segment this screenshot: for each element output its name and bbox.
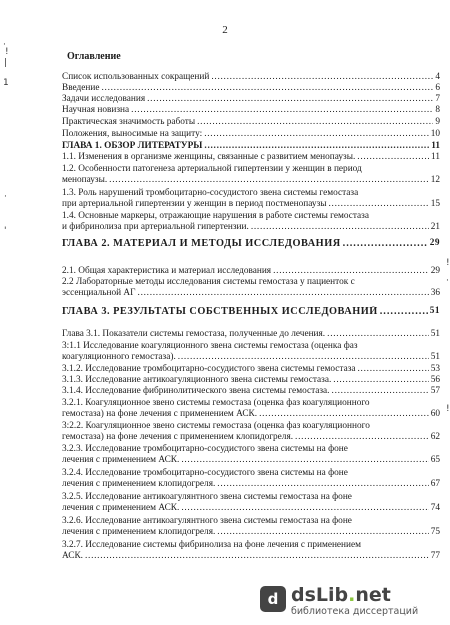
toc-entry-line: 1.4. Основные маркеры, отражающие нарушения в работе системы гемостаза	[62, 211, 369, 221]
margin-mark: ·	[4, 192, 7, 202]
toc-entry-line: ГЛАВА 1. ОБЗОР ЛИТЕРАТУРЫ 11 . . .	[62, 141, 440, 152]
margin-mark: 1	[3, 78, 9, 88]
toc-entry-page: 75	[430, 527, 440, 537]
toc-entry-line: 2.1. Общая характеристика и материал исследования 29 . . .	[62, 266, 440, 277]
toc-entry	[62, 364, 440, 375]
toc-entry-line: при артериальной гипертензии у женщин в период постменопаузы 15 . . .	[62, 199, 440, 210]
toc-entry-line: Глава 3.1. Показатели системы гемостаза, полученные до лечения. 51 . . .	[62, 329, 440, 340]
toc-entry-line: 3.2.7. Исследование системы фибринолиза на фоне лечения с применением	[62, 540, 362, 550]
toc-entry	[62, 341, 440, 363]
dslib-logo-text: dsLib.net	[291, 584, 391, 606]
toc-entry	[62, 105, 440, 116]
margin-mark: '	[4, 226, 7, 236]
page-number: 2	[222, 24, 228, 36]
toc-entry	[62, 468, 440, 490]
toc-entry	[62, 211, 440, 233]
toc-entry-line: Задачи исследования 7 . . .	[62, 94, 440, 105]
toc-entry-page: 11	[431, 152, 440, 162]
toc-entry-page: 53	[430, 364, 440, 374]
toc-entry-page: 6	[435, 83, 440, 93]
toc-entry-line: 3.2.4. Исследование тромбоцитарно-сосудистого звена системы на фоне	[62, 468, 348, 478]
toc-entry-page: 60	[430, 409, 440, 419]
toc-entry-line: лечения с применением клопидогреля. 67 . . .	[62, 479, 440, 490]
margin-mark: ·	[3, 40, 6, 50]
toc-entry-page: 56	[430, 375, 440, 385]
dslib-subtitle: библиотека диссертаций	[291, 606, 419, 617]
toc-entry-line: и фибринолиза при артериальной гипертензии. 21 . . .	[62, 222, 440, 233]
toc-entry	[62, 329, 440, 340]
toc-entry-page: 7	[435, 94, 440, 104]
toc-entry-page: 57	[430, 386, 440, 396]
toc-entry-page: 67	[430, 479, 440, 489]
toc-entry-line: гемостаза) на фоне лечения с применением АСК. 60 . . .	[62, 409, 440, 420]
toc-entry-page: 29	[430, 266, 440, 276]
toc-entry-page: 21	[430, 222, 440, 232]
toc-entry	[62, 516, 440, 538]
toc-entry	[62, 188, 440, 210]
toc-entry	[62, 83, 440, 94]
margin-mark: |	[4, 58, 8, 68]
dslib-watermark	[260, 584, 438, 618]
toc-entry-line: 3.2.1. Коагуляционное звено системы гемостаза (оценка фаз коагуляционного	[62, 398, 370, 408]
toc-entry-line: лечения с применением АСК. 65 . . .	[62, 455, 440, 466]
toc-entry-page: 62	[430, 432, 440, 442]
toc-entry	[62, 386, 440, 397]
margin-mark: !	[5, 47, 9, 57]
toc-entry-line: менопаузы. 12 . . .	[62, 175, 440, 186]
toc-entry	[62, 540, 440, 562]
toc-entry-line: 3.2.3. Исследование тромбоцитарно-сосудистого звена системы на фоне	[62, 444, 348, 454]
toc-entry-line: лечения с применением АСК. 74 . . .	[62, 503, 440, 514]
toc-entry-page: 15	[430, 199, 440, 209]
toc-entry-page: 36	[430, 288, 440, 298]
toc-entry	[62, 306, 440, 317]
toc-entry-page: 11	[431, 141, 440, 151]
toc-entry	[62, 266, 440, 277]
margin-mark: !	[446, 404, 450, 414]
toc-heading: Оглавление	[67, 51, 121, 62]
toc-entry-line: коагуляционного гемостаза). 51 . . .	[62, 352, 440, 363]
toc-entry-page: 51	[430, 329, 440, 339]
toc-entry-page: 51	[430, 352, 440, 362]
toc-entry	[62, 444, 440, 466]
toc-entry-line: гемостаза) на фоне лечения с применением клопидогреля. 62 . . .	[62, 432, 440, 443]
toc-entry-page: 74	[430, 503, 440, 513]
toc-entry-line: 3.2.6. Исследование антикоагулянтного звена системы гемостаза на фоне	[62, 516, 352, 526]
toc-entry	[62, 72, 440, 83]
toc-entry-line: АСК. 77 . . .	[62, 551, 440, 562]
toc-entry-line: 2.2 Лабораторные методы исследования системы гемостаза у пациенток с	[62, 277, 355, 287]
toc-entry-line: 3.1.4. Исследование фибринолитического звена системы гемостаза. 57 . . .	[62, 386, 440, 397]
toc-entry-line: 3.1.3. Исследование антикоагуляционного звена системы гемостаза. 56 . . .	[62, 375, 440, 386]
toc-entry-line: 3.2.5. Исследование антикоагулянтного звена системы гемостаза на фоне	[62, 492, 352, 502]
toc-entry	[62, 398, 440, 420]
toc-entry-line: ГЛАВА 2. МАТЕРИАЛ И МЕТОДЫ ИССЛЕДОВАНИЯ 29 . . .	[62, 238, 440, 249]
toc-entry-line: Научная новизна 8 . . .	[62, 105, 440, 116]
toc-entry-line: ГЛАВА 3. РЕЗУЛЬТАТЫ СОБСТВЕННЫХ ИССЛЕДОВАНИЙ 51 . . .	[62, 306, 440, 317]
toc-entry-line: 1.2. Особенности патогенеза артериальной гипертензии у женщин в период	[62, 164, 362, 174]
margin-mark: ·	[446, 276, 449, 286]
toc-entry-page: 4	[435, 72, 440, 82]
toc-entry-page: 77	[430, 551, 440, 561]
toc-entry-page: 51	[429, 306, 440, 316]
toc-entry-page: 12	[430, 175, 440, 185]
toc-entry-line: Список использованных сокращений 4 . . .	[62, 72, 440, 83]
toc-entry	[62, 164, 440, 186]
toc-entry-line: эссенциальной АГ 36 . . .	[62, 288, 440, 299]
toc-entry-page: 8	[435, 105, 440, 115]
toc-entry	[62, 152, 440, 163]
toc-entry-line: 1.1. Изменения в организме женщины, связанные с развитием менопаузы. 11 . . .	[62, 152, 440, 163]
toc-entry	[62, 375, 440, 386]
toc-entry-page: 65	[430, 455, 440, 465]
toc-entry-page: 9	[435, 117, 440, 127]
toc-entry-page: 29	[429, 238, 440, 248]
toc-entry-line: Положения, выносимые на защиту: 10 . . .	[62, 129, 440, 140]
dslib-logo-icon: d	[260, 586, 286, 612]
toc-entry-line: 3:1.1 Исследование коагуляционного звена системы гемостаза (оценка фаз	[62, 341, 358, 351]
toc-entry	[62, 492, 440, 514]
toc-entry-line: Введение 6 . . .	[62, 83, 440, 94]
toc-entry-line: 1.3. Роль нарушений тромбоцитарно-сосудистого звена системы гемостаза	[62, 188, 359, 198]
toc-entry-page: 10	[430, 129, 440, 139]
toc-entry-line: Практическая значимость работы 9 . . .	[62, 117, 440, 128]
toc-entry-line: 3:2.2. Коагуляционное звено системы гемостаза (оценка фаз коагуляционного	[62, 421, 370, 431]
toc-entry	[62, 421, 440, 443]
toc-entry	[62, 238, 440, 249]
toc-entry-line: 3.1.2. Исследование тромбоцитарно-сосудистого звена системы гемостаза 53 . . .	[62, 364, 440, 375]
toc-entry-line: лечения с применением клопидогреля. 75 . . .	[62, 527, 440, 538]
toc-entry	[62, 141, 440, 152]
toc-entry	[62, 277, 440, 299]
margin-mark: !	[446, 258, 450, 268]
toc-entry	[62, 117, 440, 128]
toc-entry	[62, 129, 440, 140]
toc-entry	[62, 94, 440, 105]
